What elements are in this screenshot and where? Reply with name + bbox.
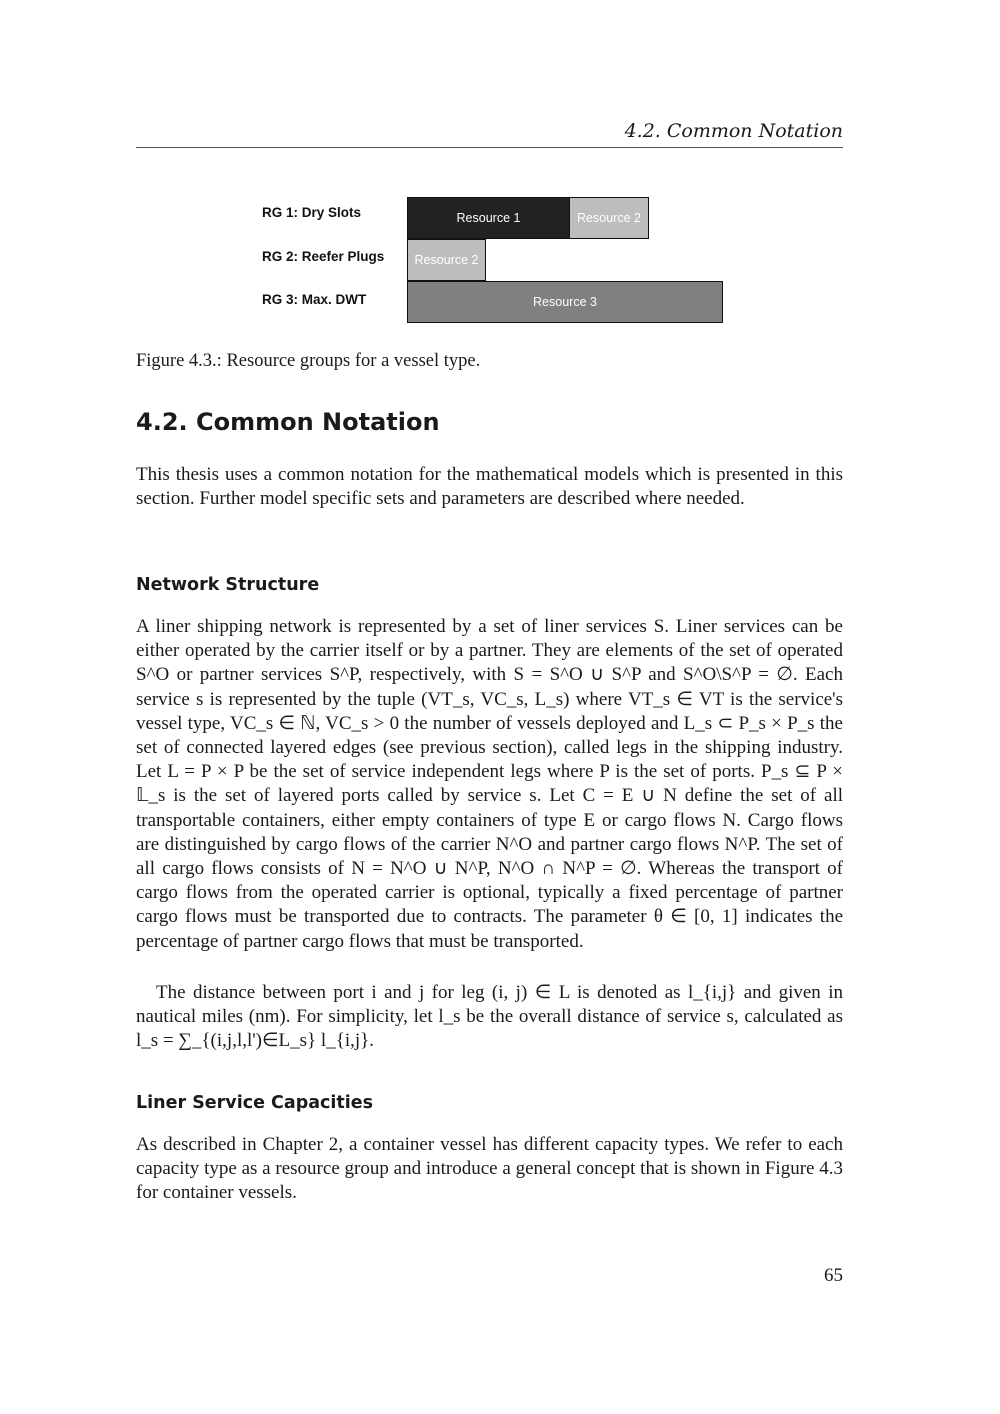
running-head: 4.2. Common Notation xyxy=(624,120,843,142)
network-structure-paragraph-2: The distance between port i and j for leg (i, j) ∈ L is denoted as l_{i,j} and given in nautical miles (nm). For simplicity, let l_s be the overall distance of service s, calculated as l_s = ∑_{(i,j,l,l')∈L_s} l_{i,j}. xyxy=(136,982,843,1052)
network-structure-heading: Network Structure xyxy=(136,575,320,595)
figure-caption: Figure 4.3.: Resource groups for a vessel type. xyxy=(136,351,481,371)
resource-box-1: Resource 1 xyxy=(407,197,570,239)
figure xyxy=(0,0,1000,340)
liner-capacities-heading: Liner Service Capacities xyxy=(136,1093,374,1113)
section-title: 4.2. Common Notation xyxy=(136,408,440,436)
liner-capacities-paragraph: As described in Chapter 2, a container vessel has different capacity types. We refer to each capacity type as a resource group and introduce a general concept that is shown in Figure 4.3 for container vessels. xyxy=(136,1134,843,1204)
network-structure-paragraph-1: A liner shipping network is represented by a set of liner services S. Liner services can be either operated by the carrier itself or by a partner. They are elements of the set of operated S^O or partner services S^P, respectively, with S = S^O ∪ S^P and S^O\S^P = ∅. Each service s is represented by the tuple (VT_s, VC_s, L_s) where VT_s ∈ VT is the service's vessel type, VC_s ∈ ℕ, VC_s > 0 the number of vessels deployed and L_s ⊂ P_s × P_s the set of connected layered edges (see previous section), called legs in the shipping industry. Let L = P × P be the set of service independent legs where P is the set of ports. P_s ⊆ P × 𝕃_s is the set of layered ports called by service s. Let C = E ∪ N define the set of all transportable containers, either empty containers of type E or cargo flows N. Cargo flows are distinguished by cargo flows of the carrier N^O and partner cargo flows N^P. The set of all cargo flows consists of N = N^O ∪ N^P, N^O ∩ N^P = ∅. Whereas the transport of cargo flows from the operated carrier is optional, typically a fixed percentage of partner cargo flows must be transported due to contracts. The parameter θ ∈ [0, 1] indicates the percentage of partner cargo flows that must be transported. xyxy=(136,616,843,952)
rg-label-dry-slots: RG 1: Dry Slots xyxy=(262,205,362,220)
section-intro: This thesis uses a common notation for the mathematical models which is presented in this section. Further model specific sets and parameters are described where needed. xyxy=(136,464,843,510)
resource-box-3: Resource 3 xyxy=(407,281,723,323)
resource-box-2-dry: Resource 2 xyxy=(569,197,649,239)
resource-box-2-reefer: Resource 2 xyxy=(407,239,486,281)
page-number: 65 xyxy=(824,1265,843,1286)
rg-label-reefer-plugs: RG 2: Reefer Plugs xyxy=(262,249,385,264)
rg-label-max-dwt: RG 3: Max. DWT xyxy=(262,292,367,307)
